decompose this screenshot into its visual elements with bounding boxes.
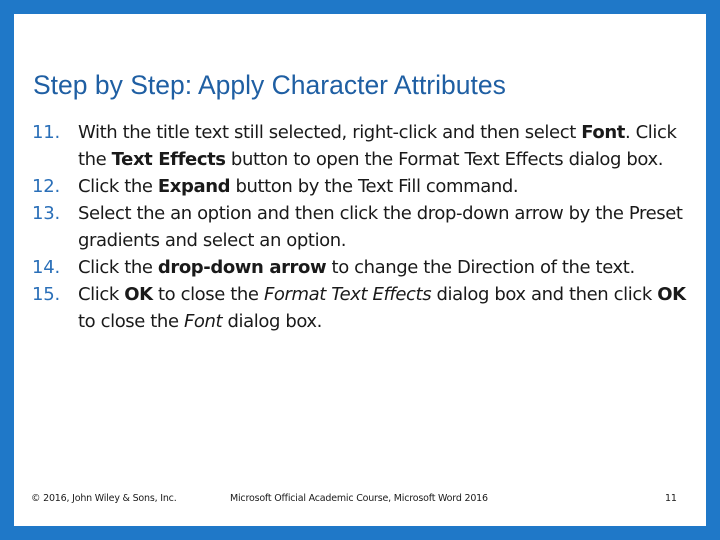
step-text-segment: button to open the Format Text Effects dialog box. xyxy=(225,149,664,170)
step-number: 13. xyxy=(32,203,61,224)
footer-course: Microsoft Official Academic Course, Microsoft Word 2016 xyxy=(230,493,488,504)
step-text-segment: Expand xyxy=(157,176,231,197)
slide-title: Step by Step: Apply Character Attributes xyxy=(33,70,506,100)
step-text-segment: to close the xyxy=(152,284,264,305)
step-text-segment: With the title text still selected, right-click and then select xyxy=(78,122,582,143)
step-text-segment: button by the Text Fill command. xyxy=(230,176,519,197)
step-number: 15. xyxy=(32,284,61,305)
step-text-segment: dialog box and then click xyxy=(431,284,658,305)
step-text-segment: OK xyxy=(124,284,153,305)
step-text-segment: Text Effects xyxy=(111,149,226,170)
step-text-segment: to change the Direction of the text. xyxy=(326,257,635,278)
step-item xyxy=(14,119,704,173)
step-text-segment: to close the xyxy=(78,311,184,332)
step-item xyxy=(14,281,704,335)
step-text-segment: Click xyxy=(78,284,125,305)
step-text-segment: . Click the xyxy=(78,122,677,170)
step-number: 14. xyxy=(32,257,61,278)
steps-list xyxy=(14,119,704,335)
step-text-segment: Click the xyxy=(78,257,158,278)
step-item xyxy=(14,254,704,281)
slide xyxy=(14,14,706,526)
step-text-segment: Font xyxy=(183,311,223,332)
step-text-segment: dialog box. xyxy=(222,311,322,332)
step-number: 11. xyxy=(32,122,61,143)
step-text-segment: Font xyxy=(581,122,625,143)
step-number: 12. xyxy=(32,176,61,197)
step-text-segment: OK xyxy=(657,284,686,305)
footer-copyright: © 2016, John Wiley & Sons, Inc. xyxy=(31,493,177,504)
step-item xyxy=(14,173,704,200)
step-item xyxy=(14,200,704,254)
footer-page-number: 11 xyxy=(665,493,677,504)
step-text-segment: Select the an option and then click the drop-down arrow by the Preset gradients and select an option. xyxy=(78,203,683,251)
step-text-segment: drop-down arrow xyxy=(157,257,327,278)
step-text-segment: Click the xyxy=(78,176,158,197)
step-text-segment: Format Text Effects xyxy=(263,284,432,305)
